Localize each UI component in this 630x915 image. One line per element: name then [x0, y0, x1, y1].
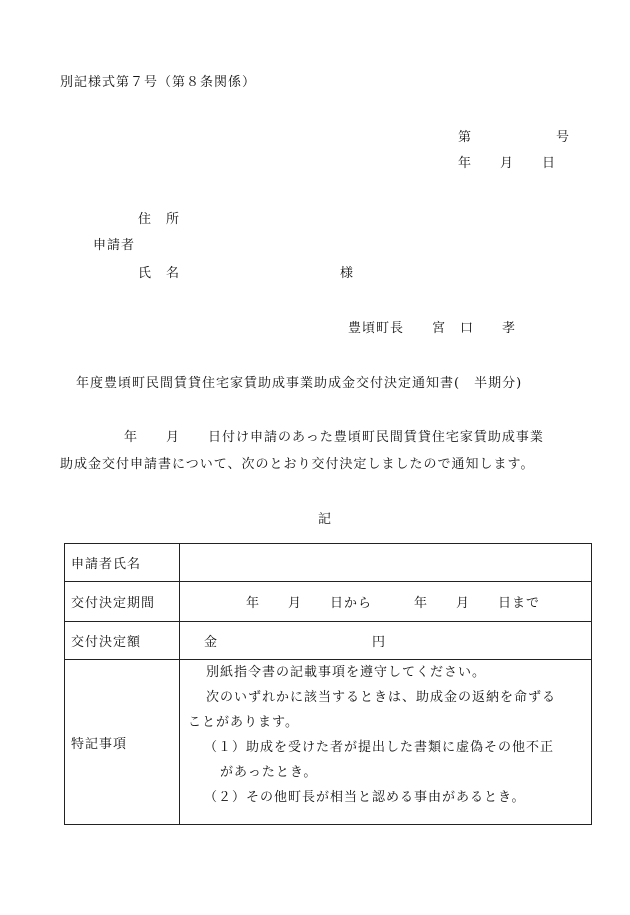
body-text-line-2: 助成金交付申請書について、次のとおり交付決定しましたので通知します。: [60, 457, 535, 472]
period-label: 交付決定期間: [65, 582, 180, 622]
name-label: 氏 名: [138, 266, 181, 281]
note-line: 次のいずれかに該当するときは、助成金の返納を命ずる: [206, 690, 557, 705]
form-number: 別記様式第７号（第８条関係）: [60, 75, 257, 90]
notes-label: 特記事項: [65, 660, 180, 825]
document-title: 年度豊頃町民間賃貸住宅家賃助成事業助成金交付決定通知書( 半期分): [76, 376, 523, 391]
amount-value: 金 円: [180, 622, 592, 660]
issuer-name: 豊頃町長 宮 口 孝: [348, 321, 517, 336]
honorific-label: 様: [340, 266, 355, 281]
applicant-label: 申請者: [93, 238, 136, 253]
note-line: 別紙指令書の記載事項を遵守してください。: [206, 665, 487, 680]
table-row: [65, 544, 592, 582]
amount-label: 交付決定額: [65, 622, 180, 660]
note-line: があったとき。: [220, 765, 318, 780]
notes-value: [180, 660, 592, 825]
date-line: 年 月 日: [458, 156, 557, 171]
ki-heading: 記: [318, 512, 333, 527]
document-number-line: 第 号: [458, 130, 571, 145]
decision-table: [64, 543, 592, 825]
address-label: 住 所: [138, 212, 181, 227]
table-row: [65, 582, 592, 622]
table-row: [65, 622, 592, 660]
table-row: [65, 660, 592, 825]
period-value: 年 月 日から 年 月 日まで: [180, 582, 592, 622]
applicant-name-value: [180, 544, 592, 582]
note-line: ことがあります。: [188, 715, 299, 730]
applicant-name-label: 申請者氏名: [65, 544, 180, 582]
note-line: （１）助成を受けた者が提出した書類に虚偽その他不正: [204, 740, 555, 755]
body-text-line-1: 年 月 日付け申請のあった豊頃町民間賃貸住宅家賃助成事業: [124, 430, 544, 445]
note-line: （２）その他町長が相当と認める事由があるとき。: [204, 790, 526, 805]
